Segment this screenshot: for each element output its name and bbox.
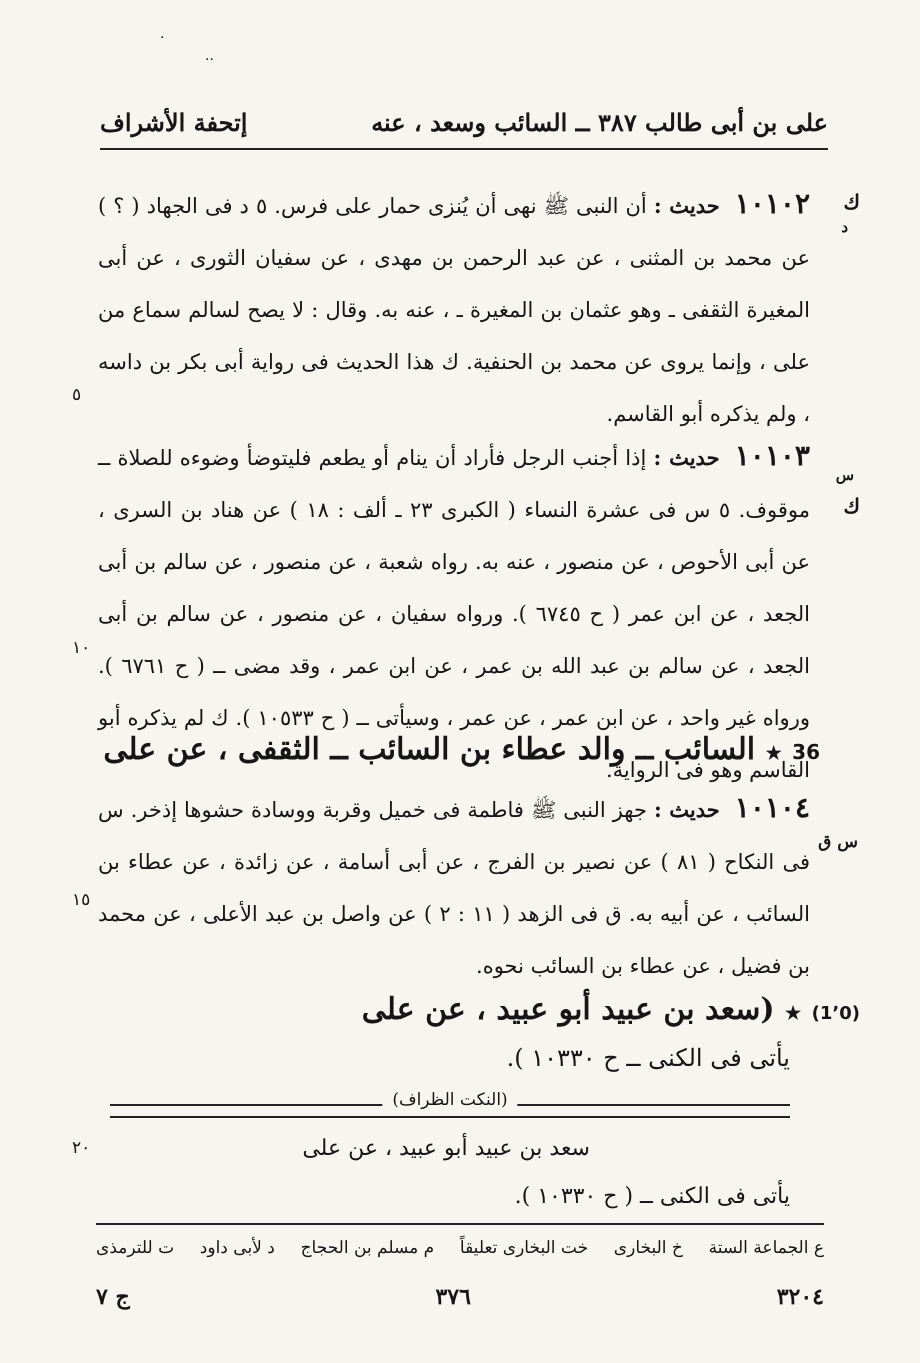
- nukat-line-2: يأتى فى الكنى ــ ( ح ١٠٣٣٠ ).: [514, 1184, 790, 1209]
- hadith-count: ٣٢٠٤: [776, 1284, 824, 1310]
- hadith-keyword: حديث :: [653, 445, 720, 470]
- hadith-text: أن النبى ﷺ نهى أن يُنزى حمار على فرس. ٥ د فى الجهاد ( ؟ ) عن محمد بن المثنى ، عن عبد الرحمن بن مهدى ، عن سفيان الثورى ، عن أبى المغيرة الثقفى ـ وهو عثمان بن المغيرة ـ ، عنه به. وقال : لا يصح لسالم سماع من على ، وإنما يروى عن محمد بن الحنفية. ك هذا الحديث فى رواية أبى بكر بن داسه ، ولم يذكره أبو القاسم.: [98, 194, 810, 426]
- header-right: على بن أبى طالب ٣٨٧ ــ السائب وسعد ، عنه: [371, 107, 828, 137]
- hadith-keyword: حديث :: [653, 797, 720, 822]
- nukat-line-1: سعد بن عبيد أبو عبيد ، عن على: [302, 1136, 590, 1161]
- hadith-number: ١٠١٠٤: [734, 791, 810, 824]
- legend-item: خ البخارى: [613, 1238, 683, 1258]
- star-icon: ★: [765, 743, 782, 764]
- line-number: ١٠: [72, 638, 91, 658]
- legend-item: د لأبى داود: [199, 1238, 275, 1258]
- narrator-title: السائب ــ والد عطاء بن السائب ــ الثقفى ، عن على: [103, 732, 756, 767]
- entry-marker: س ق: [818, 832, 858, 852]
- line-number: ٥: [72, 385, 82, 405]
- hadith-text: جهز النبى ﷺ فاطمة فى خميل وقربة ووسادة حشوها إذخر. س فى النكاح ( ٨١ ) عن نصير بن الفرج ، عن أبى أسامة ، عن زائدة ، عن عطاء بن السائب ، عن أبيه به. ق فى الزهد ( ١١ : ٢ ) عن واصل بن عبد الأعلى ، عن محمد بن فضيل ، عن عطاء بن السائب نحوه.: [98, 798, 811, 978]
- legend-item: ت للترمذى: [96, 1238, 175, 1258]
- legend-item: خت البخارى تعليقاً: [459, 1238, 589, 1258]
- line-number: ٢٠: [72, 1138, 91, 1158]
- hadith-text: إذا أجنب الرجل فأراد أن ينام أو يطعم فليتوضأ وضوءه للصلاة ــ موقوف. ٥ س فى عشرة النساء ( الكبرى ٢٣ ـ ألف : ١٨ ) عن هناد بن السرى ، عن أبى الأحوص ، عن منصور ، عنه به. رواه شعبة ، عن منصور ، عن سالم بن أبى الجعد ، عن ابن عمر ( ح ٦٧٤٥ ). ورواه سفيان ، عن منصور ، عن سالم بن أبى الجعد ، عن سالم بن عبد الله بن عمر ، عن ابن عمر ، وقد مضى ــ ( ح ٦٧٦١ ). ورواه غير واحد ، عن ابن عمر ، عن عمر ، وسيأتى ــ ( ح ١٠٥٣٣ ). ك لم يذكره أبو القاسم وهو فى الرواية.: [98, 446, 811, 782]
- speck: ··: [205, 52, 214, 68]
- footer-rule: [96, 1223, 824, 1225]
- entry-marker: ك: [843, 190, 860, 214]
- narrator-heading-36: [103, 732, 820, 767]
- volume-number: ج ٧: [96, 1284, 130, 1310]
- narrator-heading-1-5: [362, 992, 860, 1027]
- entry-marker: ك: [843, 494, 860, 518]
- header-left: إتحفة الأشراف: [100, 107, 248, 137]
- entry-sub-marker: س: [835, 466, 854, 484]
- section-divider: [110, 1090, 790, 1118]
- hadith-number: ١٠١٠٢: [734, 187, 810, 220]
- entry-sub-marker: د: [841, 218, 848, 236]
- narrator-number: 36: [792, 740, 820, 764]
- hadith-entry-10102: [98, 178, 810, 438]
- narrator-number: (1٬0): [811, 1003, 860, 1024]
- star-icon: ★: [785, 1003, 802, 1024]
- hadith-number: ١٠١٠٣: [734, 439, 810, 472]
- narrator-title: (سعد بن عبيد أبو عبيد ، عن على: [361, 992, 775, 1027]
- narrator-subtitle: يأتى فى الكنى ــ ح ١٠٣٣٠ ).: [506, 1044, 790, 1072]
- page-header: [100, 100, 828, 150]
- abbreviation-legend: [96, 1238, 824, 1258]
- hadith-keyword: حديث :: [653, 193, 720, 218]
- legend-item: م مسلم بن الحجاج: [300, 1238, 435, 1258]
- speck: ·: [160, 30, 165, 46]
- legend-item: ع الجماعة الستة: [708, 1238, 824, 1258]
- line-number: ١٥: [72, 890, 91, 910]
- hadith-entry-10104: [98, 782, 810, 982]
- divider-label: (النكت الظراف): [382, 1090, 517, 1110]
- page-number: ٣٧٦: [435, 1284, 471, 1310]
- page-footer: [96, 1284, 824, 1310]
